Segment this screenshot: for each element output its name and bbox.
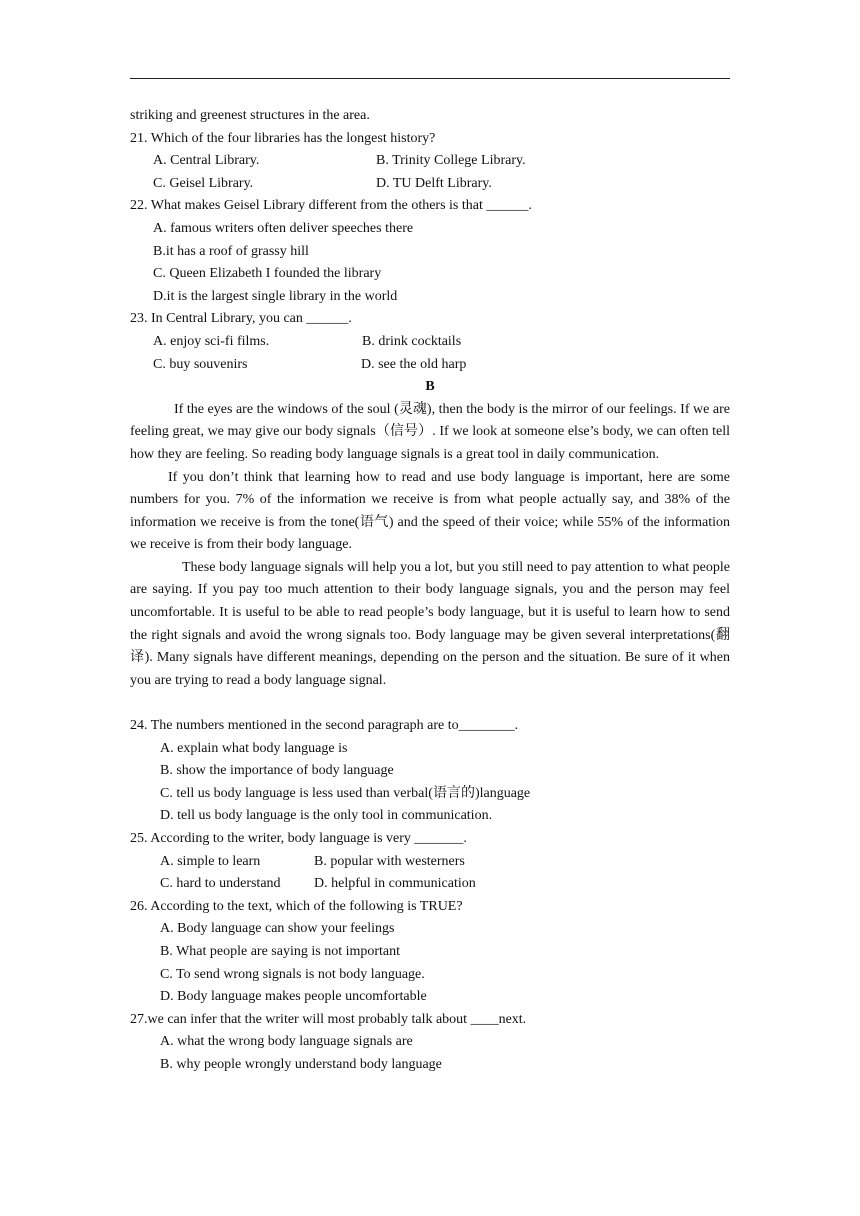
question-25-options-row-1 — [130, 851, 730, 874]
question-21-stem: 21. Which of the four libraries has the longest history? — [130, 130, 436, 146]
question-23-options-row-1 — [130, 331, 730, 354]
option-d: D. tell us body language is the only tool in communication. — [160, 808, 493, 824]
paragraph-text: These body language signals will help you a lot, but you still need to pay attention to what people are saying. If you pay too much attention to their body language signals, you and the person may feel uncomfortable. It is useful to be able to read people’s body language, but it is useful to learn how to send the right signals and avoid the wrong signals too. Body language may be given several interpretations(翻译). Many signals have different meanings, depending on the person and the situation. Be sure of it when you are trying to read a body language signal. — [130, 559, 730, 688]
option-a: A. Body language can show your feelings — [160, 921, 395, 937]
option-d: D. helpful in communication — [314, 876, 476, 892]
spacer — [130, 692, 730, 715]
section-heading: B — [425, 379, 435, 395]
option-a: A. famous writers often deliver speeches there — [153, 220, 414, 236]
option-d: D. see the old harp — [361, 356, 467, 372]
header-rule — [130, 78, 730, 79]
question-23-stem: 23. In Central Library, you can ______. — [130, 311, 352, 327]
question-24-stem: 24. The numbers mentioned in the second paragraph are to________. — [130, 718, 519, 734]
option-b: B. drink cocktails — [362, 333, 462, 349]
passage-paragraph-1 — [130, 399, 730, 467]
question-21-options-row-1 — [130, 150, 730, 173]
document-body — [130, 105, 730, 1077]
question-21-options-row-2 — [130, 173, 730, 196]
paragraph-text: If the eyes are the windows of the soul (灵魂), then the body is the mirror of our feelings. If we are feeling great, we may give our body signals（信号）. If we look at someone else’s body, we can often tell how they are feeling. So reading body language signals is a great tool in daily communication. — [130, 401, 730, 462]
question-27-stem: 27.we can infer that the writer will most probably talk about ____next. — [130, 1011, 527, 1027]
question-23-options-row-2 — [130, 354, 730, 377]
option-a: A. explain what body language is — [160, 740, 348, 756]
option-c: C. Queen Elizabeth I founded the library — [153, 266, 382, 282]
option-c: C. buy souvenirs — [153, 356, 248, 372]
paragraph-text: If you don’t think that learning how to read and use body language is important, here are some numbers for you. 7% of the information we receive is from what people actually say, and 38% of the information we receive is from the tone(语气) and the speed of their voice; while 55% of the information we receive is from their body language. — [130, 469, 730, 553]
passage-paragraph-3 — [130, 557, 730, 693]
option-d: D. TU Delft Library. — [376, 175, 492, 191]
option-b: B. why people wrongly understand body language — [160, 1056, 442, 1072]
option-a: A. what the wrong body language signals are — [160, 1034, 413, 1050]
option-c: C. tell us body language is less used than verbal(语言的)language — [160, 785, 531, 801]
question-26-stem: 26. According to the text, which of the following is TRUE? — [130, 898, 463, 914]
question-22-stem: 22. What makes Geisel Library different from the others is that ______. — [130, 198, 532, 214]
option-c: C. Geisel Library. — [153, 175, 254, 191]
option-b: B. show the importance of body language — [160, 763, 394, 779]
option-b: B. Trinity College Library. — [376, 153, 526, 169]
option-c: C. hard to understand — [160, 876, 281, 892]
option-d: D.it is the largest single library in the world — [153, 288, 398, 304]
passage-paragraph-2 — [130, 467, 730, 557]
question-25-options-row-2 — [130, 873, 730, 896]
question-25-stem: 25. According to the writer, body language is very _______. — [130, 831, 467, 846]
option-b: B.it has a roof of grassy hill — [153, 243, 309, 259]
option-a: A. enjoy sci-fi films. — [153, 333, 270, 349]
option-b: B. What people are saying is not important — [160, 943, 401, 959]
option-a: A. Central Library. — [153, 153, 260, 169]
continuation-text: striking and greenest structures in the area. — [130, 108, 370, 123]
option-a: A. simple to learn — [160, 853, 261, 869]
option-b: B. popular with westerners — [314, 853, 465, 869]
option-c: C. To send wrong signals is not body language. — [160, 966, 425, 982]
option-d: D. Body language makes people uncomfortable — [160, 989, 427, 1005]
